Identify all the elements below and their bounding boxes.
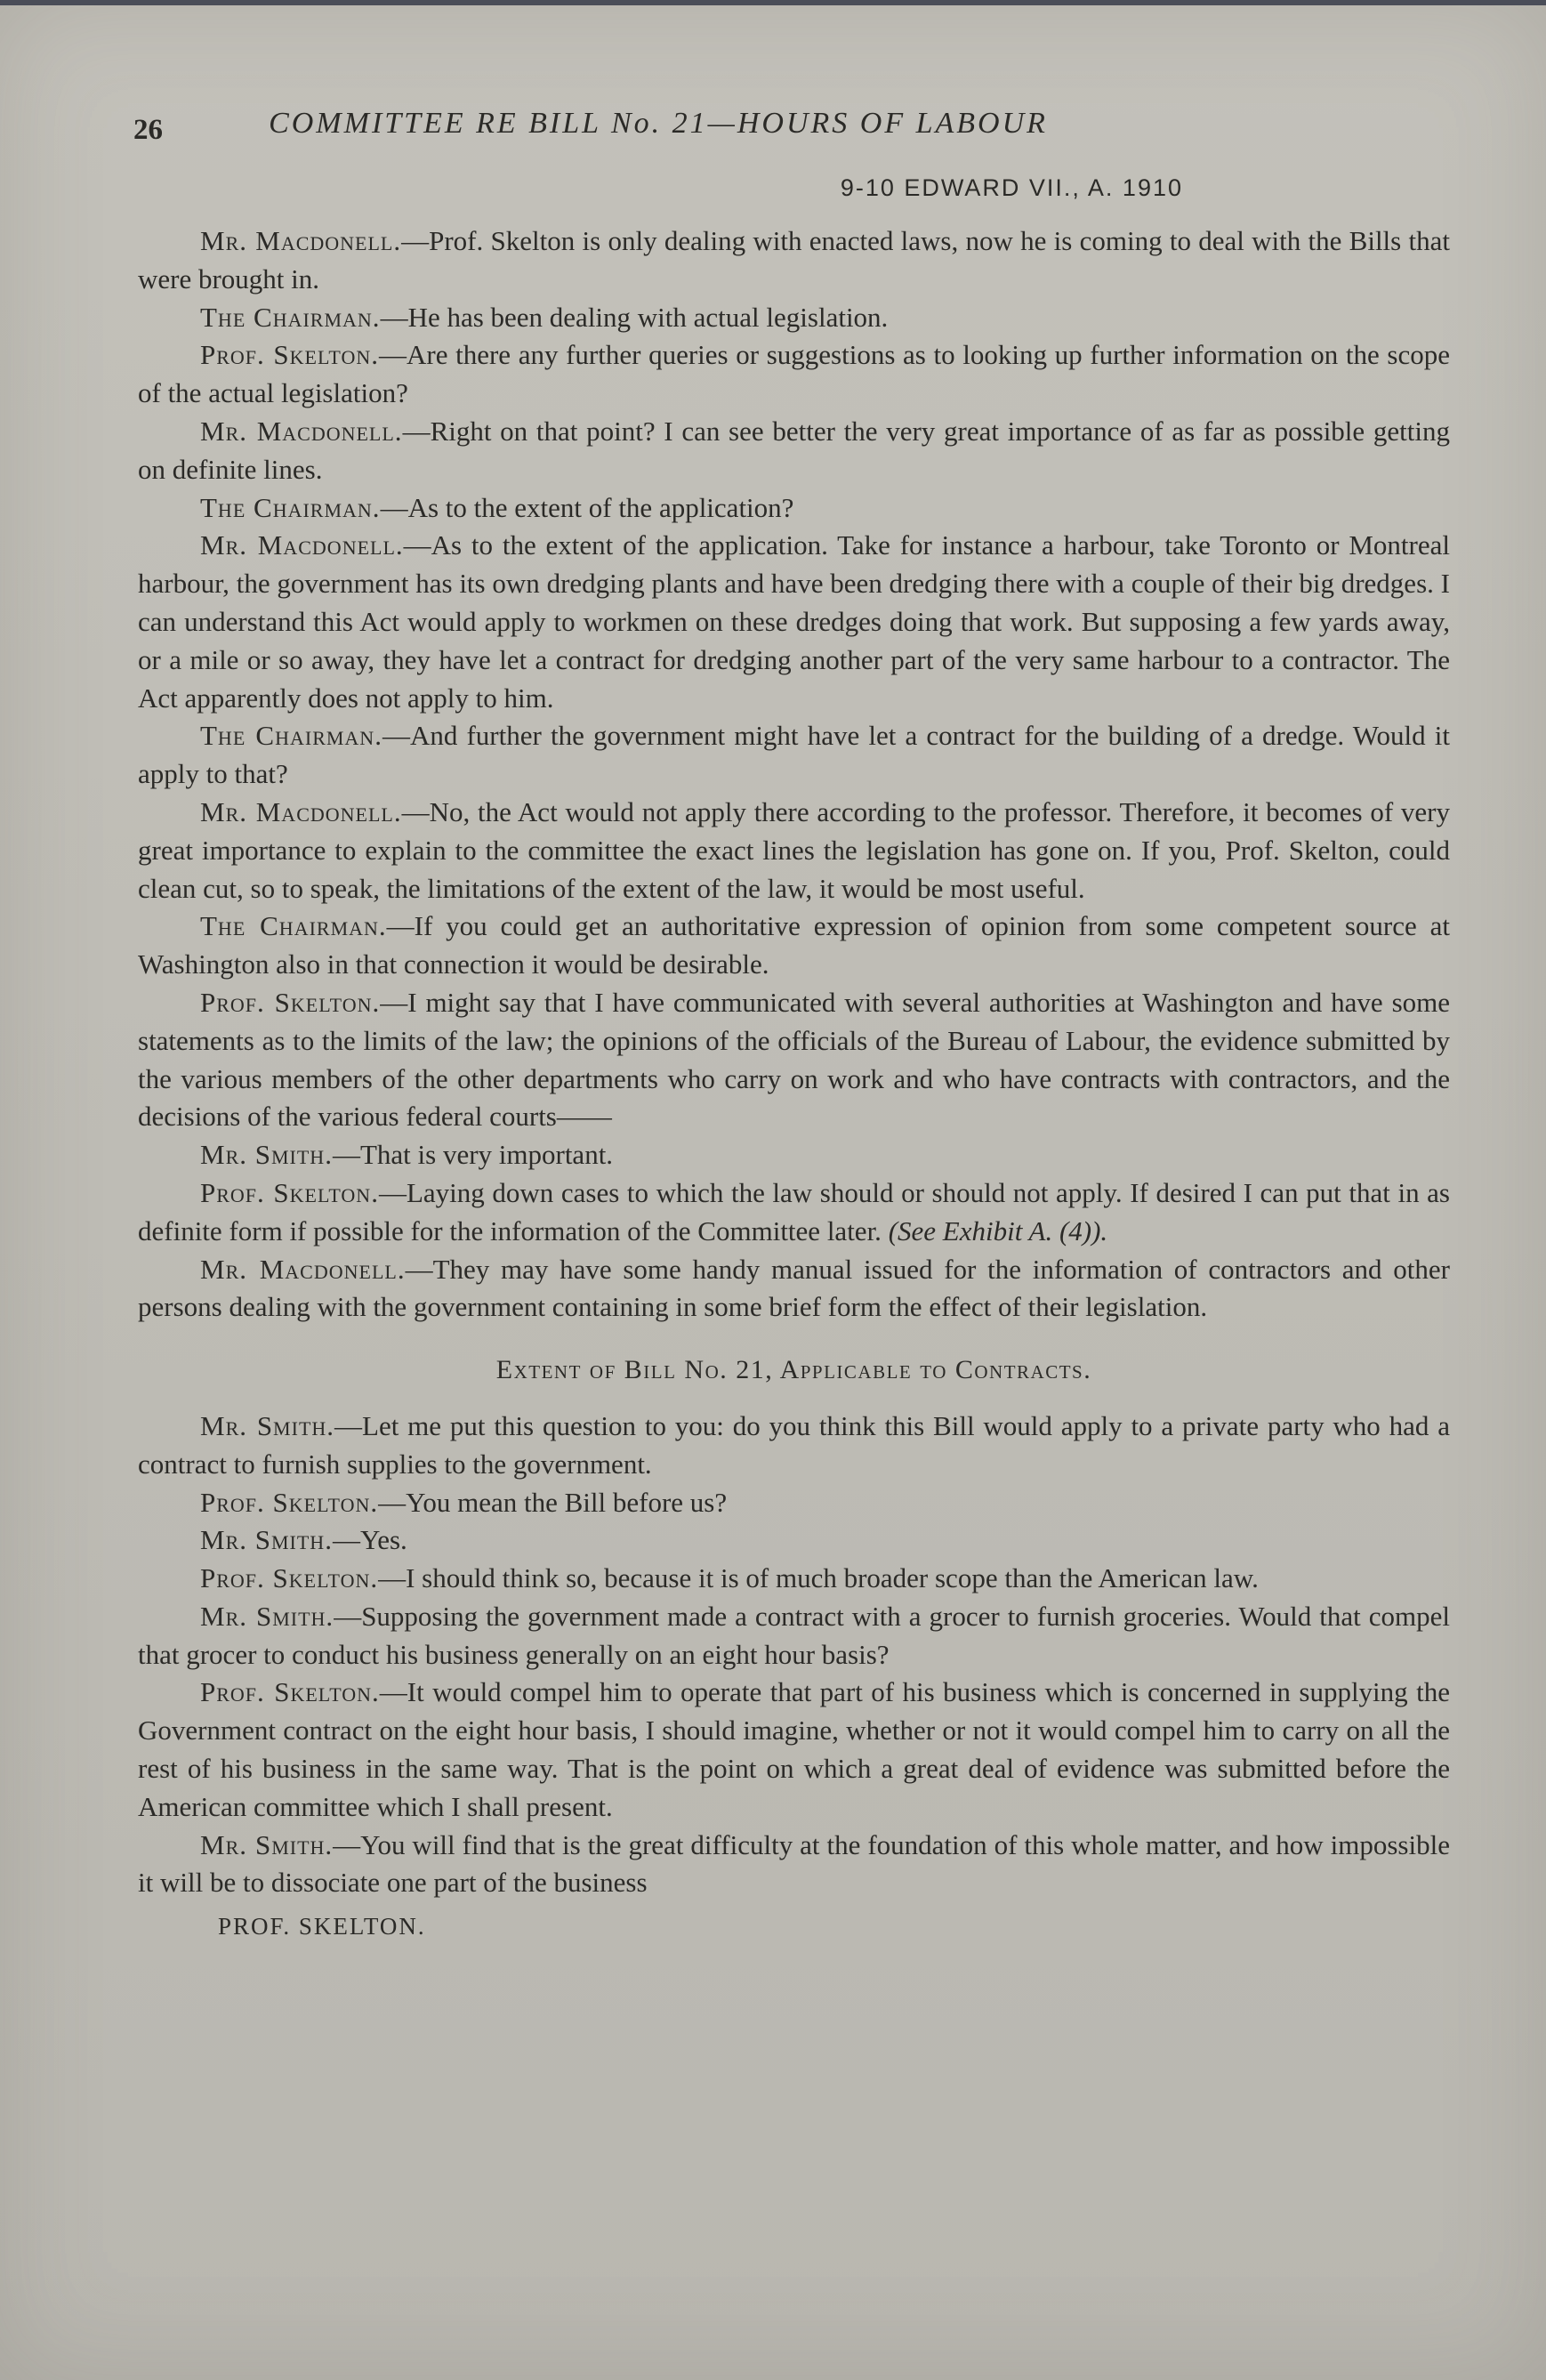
page-number: 26 <box>133 114 163 146</box>
transcript-paragraph <box>138 1674 1450 1826</box>
transcript-paragraph <box>138 794 1450 908</box>
speech-text: —I should think so, because it is of much broader scope than the American law. <box>378 1562 1259 1594</box>
speech-text: —As to the extent of the application. Take for instance a harbour, take Toronto or Montreal harbour, the government has its own dredging plants and have been dredging there with a couple of their big dredges. I can understand this Act would apply to workmen on these dredges doing that work. But supposing a few yards away, or a mile or so away, they have let a contract for dredging another part of the very same harbour to a contractor. The Act apparently does not apply to him. <box>138 529 1450 714</box>
speaker-name: Mr. Macdonell. <box>200 795 402 827</box>
speech-text: —Are there any further queries or suggestions as to looking up further information on the scope of the actual legislation? <box>138 339 1450 409</box>
speaker-name: The Chairman. <box>200 491 381 523</box>
speaker-name: Mr. Macdonell. <box>200 225 402 256</box>
speaker-name: Mr. Macdonell. <box>200 1253 406 1285</box>
speech-text: —Prof. Skelton is only dealing with enacted laws, now he is coming to deal with the Bills that were brought in. <box>138 225 1450 294</box>
transcript-paragraph <box>138 1408 1450 1484</box>
speaker-name: The Chairman. <box>200 301 381 333</box>
transcript-paragraph <box>138 1251 1450 1327</box>
speech-text: —I might say that I have communicated with several authorities at Washington and have some statements as to the limits of the law; the opinions of the officials of the Bureau of Labour, the evidence submitted by the various members of the other departments who carry on work and who have contracts with contractors, and the decisions of the various federal courts—— <box>138 986 1450 1133</box>
speech-text: —You will find that is the great difficulty at the foundation of this whole matter, and how impossible it will be to dissociate one part of the business <box>138 1828 1450 1899</box>
speaker-name: Prof. Skelton. <box>200 339 379 371</box>
transcript-paragraph <box>138 1560 1450 1598</box>
speaker-name: Mr. Smith. <box>200 1139 333 1171</box>
transcript-paragraph <box>138 413 1450 489</box>
speaker-name: Mr. Smith. <box>200 1828 334 1860</box>
speech-text: —Let me put this question to you: do you think this Bill would apply to a private party who had a contract to furnish supplies to the government. <box>138 1409 1450 1480</box>
transcript-paragraph <box>138 1827 1450 1903</box>
speaker-name: Mr. Smith. <box>200 1524 333 1556</box>
speech-text: —Laying down cases to which the law should or should not apply. If desired I can put that in as definite form if possible for the information of the Committee later. <box>138 1176 1451 1246</box>
speaker-name: The Chairman. <box>200 910 387 942</box>
scan-edge <box>0 0 1546 5</box>
speaker-name: Mr. Smith. <box>200 1409 335 1441</box>
speech-text: —It would compel him to operate that part of his business which is concerned in supplying the Government contract on the eight hour basis, I should imagine, whether or not it would compel him to carry on all the rest of his business in the same way. That is the point on which a great deal of evidence was submitted before the American committee which I shall present. <box>138 1676 1450 1822</box>
speech-text: —They may have some handy manual issued for the information of contractors and other persons dealing with the government containing in some brief form the effect of their legislation. <box>138 1253 1450 1323</box>
speech-text: —No, the Act would not apply there according to the professor. Therefore, it becomes of very great importance to explain to the committee the exact lines the legislation has gone on. If you, Prof. Skelton, could clean cut, so to speak, the limitations of the extent of the law, it would be most useful. <box>138 795 1450 904</box>
speaker-name: Prof. Skelton. <box>200 1176 379 1208</box>
transcript-after <box>138 1408 1450 1902</box>
session-label: 9-10 EDWARD VII., A. 1910 <box>840 174 1183 201</box>
speech-text: —Supposing the government made a contract with a grocer to furnish groceries. Would that compel that grocer to conduct his business generally on an eight hour basis? <box>138 1600 1450 1670</box>
transcript-paragraph <box>138 1174 1450 1251</box>
running-head: COMMITTEE RE BILL No. 21—HOURS OF LABOUR <box>269 107 1048 140</box>
transcript-before <box>138 222 1450 1327</box>
transcript-paragraph <box>138 1136 1450 1174</box>
speaker-name: Prof. Skelton. <box>200 1486 379 1518</box>
transcript-paragraph <box>138 299 1450 337</box>
speaker-name: Mr. Macdonell. <box>200 529 404 561</box>
transcript-body <box>138 222 1450 1946</box>
speech-text: —That is very important. <box>332 1139 614 1171</box>
speaker-name: Mr. Macdonell. <box>200 415 403 447</box>
speaker-name: Prof. Skelton. <box>200 986 381 1018</box>
transcript-paragraph <box>138 717 1450 794</box>
transcript-paragraph <box>138 489 1450 528</box>
speaker-name: The Chairman. <box>200 720 382 752</box>
speech-text: —You mean the Bill before us? <box>378 1486 728 1518</box>
page-header <box>133 100 1183 201</box>
transcript-paragraph <box>138 1521 1450 1560</box>
speaker-name: Prof. Skelton. <box>200 1676 380 1708</box>
speech-text: —If you could get an authoritative expression of opinion from some competent source at Washington also in that connection it would be desirable. <box>138 910 1450 980</box>
transcript-paragraph <box>138 1484 1450 1522</box>
transcript-paragraph <box>138 1598 1450 1674</box>
speech-text: —And further the government might have let a contract for the building of a dredge. Would it apply to that? <box>138 720 1450 790</box>
speech-text: —As to the extent of the application? <box>380 491 794 523</box>
speaker-name: Mr. Smith. <box>200 1600 334 1632</box>
transcript-paragraph <box>138 527 1450 717</box>
transcript-paragraph <box>138 984 1450 1136</box>
transcript-paragraph <box>138 222 1450 299</box>
exhibit-note: (See Exhibit A. (4)). <box>888 1214 1108 1246</box>
section-heading: Extent of Bill No. 21, Applicable to Contracts. <box>495 1355 1092 1385</box>
speaker-name: Prof. Skelton. <box>200 1562 379 1594</box>
speech-text: —He has been dealing with actual legislation. <box>380 301 889 333</box>
speech-text: —Yes. <box>332 1524 407 1556</box>
transcript-paragraph <box>138 908 1450 984</box>
speech-text: —Right on that point? I can see better the very great importance of as far as possible getting on definite lines. <box>138 415 1450 485</box>
catchword: PROF. SKELTON. <box>218 1913 426 1940</box>
transcript-paragraph <box>138 336 1450 413</box>
